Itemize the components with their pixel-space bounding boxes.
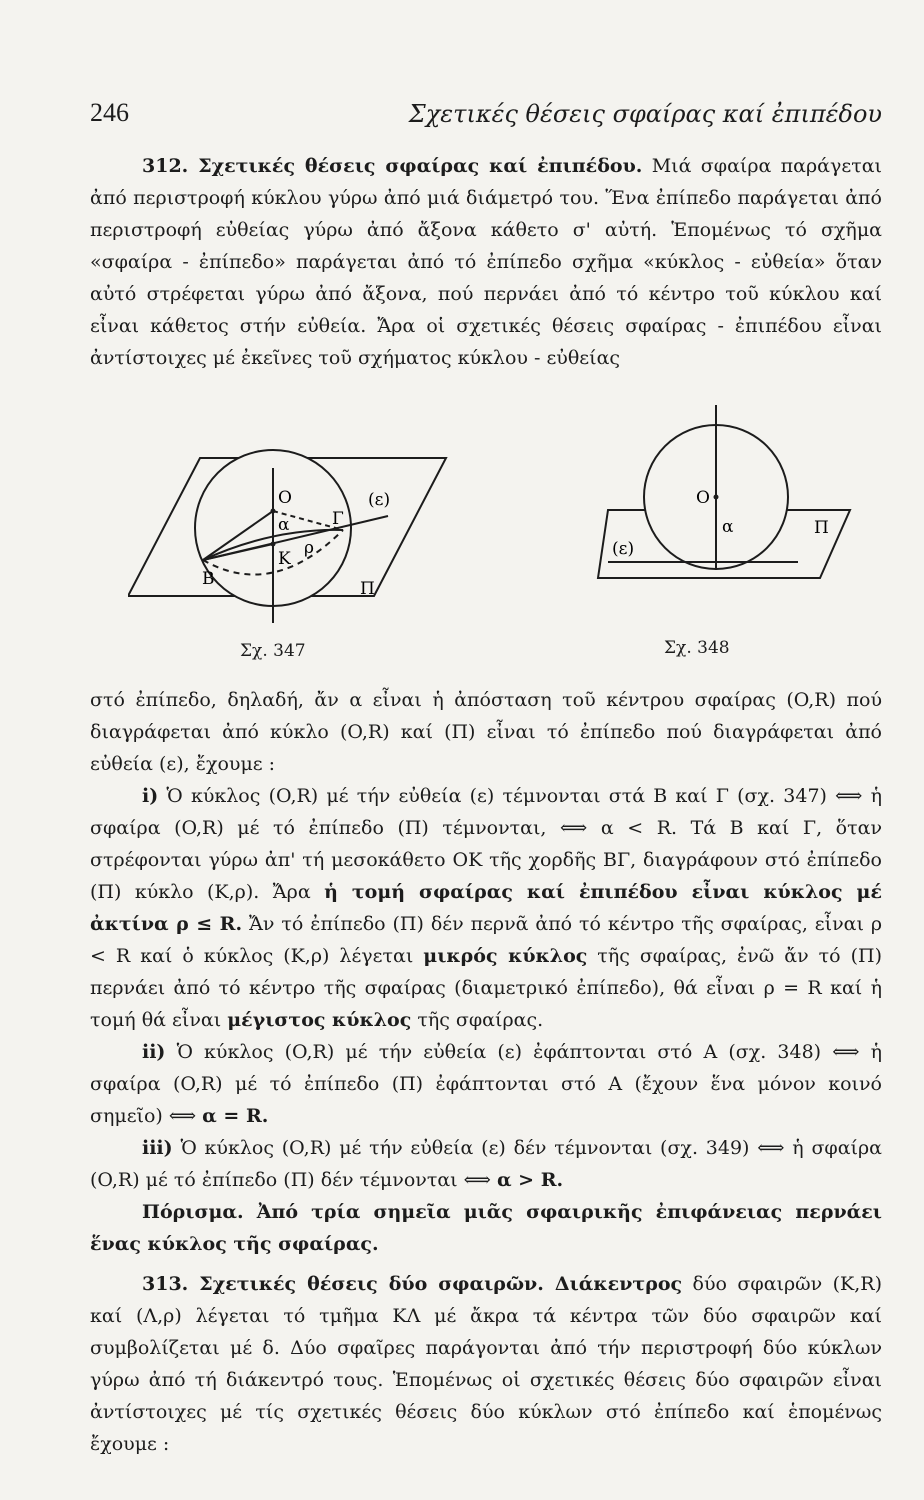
label-a: α: [278, 515, 290, 535]
section-313-paragraph: [90, 1268, 882, 1460]
section-313: [90, 1268, 882, 1460]
case-iii-text: Ὁ κύκλος (O,R) μέ τήν εὐθεία (ε) δέν τέμνονται (σχ. 349) ⟺ ἡ σφαίρα (O,R) μέ τό ἐπίπεδο (Π) δέν τέμνονται ⟺: [90, 1137, 882, 1191]
label-eps: (ε): [368, 490, 391, 510]
section-312-paragraph: [90, 150, 882, 374]
label-a: α: [722, 517, 734, 537]
page-header: [90, 98, 882, 138]
figure-347: [128, 448, 458, 628]
case-i-text-e: τῆς σφαίρας.: [411, 1009, 544, 1031]
section-313-text: δύο σφαιρῶν (K,R) καί (Λ,ρ) λέγεται τό τμῆμα KΛ μέ ἄκρα τά κέντρα τῶν δύο σφαιρῶν καί συμβολίζεται μέ δ. Δύο σφαῖρες παράγονται ἀπό τήν περιστροφή δύο κύκλων γύρω ἀπό τή διάκεντρό τους. Ἑπομένως οἱ σχετικές θέσεις δύο σφαιρῶν εἶναι ἀντίστοιχες μέ τίς σχετικές θέσεις δύο κύκλων στό ἐπίπεδο καί ἑπομένως ἔχουμε :: [90, 1273, 883, 1455]
label-eps: (ε): [612, 539, 635, 559]
figure-348: [588, 400, 858, 600]
case-i-text-a: Ὁ κύκλος (O,R) μέ τήν εὐθεία (ε) τέμνονται στά B καί Γ (σχ. 347) ⟺ ἡ σφαίρα (O,R) μέ τό ἐπίπεδο (Π) τέμνονται, ⟺ α < R. Τά B καί Γ, ὅταν στρέφονται γύρω ἀπ' τή μεσοκάθετο OK τῆς χορδῆς BΓ, διαγράφουν στό ἐπίπεδο (Π) κύκλο (K,ρ). Ἄρα: [90, 785, 882, 903]
section-313-term: Διάκεντρος: [543, 1273, 683, 1295]
center-O-dot: [271, 509, 276, 514]
continuation-paragraph: στό ἐπίπεδο, δηλαδή, ἄν α εἶναι ἡ ἀπόσταση τοῦ κέντρου σφαίρας (O,R) πού διαγράφεται ἀπό κύκλο (O,R) καί (Π) εἶναι τό ἐπίπεδο πού διαγράφεται ἀπό εὐθεία (ε), ἔχουμε :: [90, 689, 882, 775]
case-i-bold-3: μέγιστος κύκλος: [227, 1009, 412, 1031]
section-312-text: Μιά σφαίρα παράγεται ἀπό περιστροφή κύκλου γύρω ἀπό μιά διάμετρό του. Ἕνα ἐπίπεδο παράγεται ἀπό περιστροφή εὐθείας γύρω ἀπό ἄξονα κάθετο σ' αὐτή. Ἑπομένως τό σχῆμα «σφαίρα - ἐπίπεδο» παράγεται ἀπό τό ἐπίπεδο σχῆμα «κύκλος - εὐθεία» ὅταν αὐτό στρέφεται γύρω ἀπό ἄξονα, πού περνάει ἀπό τό κέντρο τοῦ κύκλου καί εἶναι κάθετος στήν εὐθεία. Ἄρα οἱ σχετικές θέσεις σφαίρας - ἐπιπέδου εἶναι ἀντίστοιχες μέ ἐκεῖνες τοῦ σχήματος κύκλου - εὐθείας: [90, 155, 882, 369]
label-K: K: [278, 549, 291, 569]
label-B: B: [202, 569, 215, 589]
porisma-paragraph: Πόρισμα. Ἀπό τρία σημεῖα μιᾶς σφαιρικῆς ἐπιφάνειας περνάει ἕνας κύκλος τῆς σφαίρας.: [90, 1201, 882, 1255]
case-i-paragraph: [90, 780, 882, 1036]
center-K-dot: [271, 542, 276, 547]
case-ii-text: Ὁ κύκλος (O,R) μέ τήν εὐθεία (ε) ἐφάπτονται στό A (σχ. 348) ⟺ ἡ σφαίρα (O,R) μέ τό ἐπίπεδο (Π) ἐφάπτονται στό A (ἔχουν ἕνα μόνον κοινό σημεῖο) ⟺: [90, 1041, 882, 1127]
case-ii-paragraph: [90, 1036, 882, 1132]
figure-347-caption: Σχ. 347: [240, 641, 306, 661]
label-P: Π: [814, 518, 829, 538]
figure-348-caption: Σχ. 348: [664, 638, 730, 658]
case-ii-label: ii): [142, 1041, 166, 1063]
label-rho: ρ: [304, 538, 314, 558]
section-312-intro: [90, 150, 882, 374]
case-ii-bold: α = R.: [202, 1105, 269, 1127]
label-O: O: [278, 488, 292, 508]
label-P: Π: [360, 579, 375, 599]
case-iii-bold: α > R.: [496, 1169, 564, 1191]
case-i-text-c: Ἄν τό ἐπίπεδο (Π) δέν περνᾶ ἀπό τό κέντρο τῆς σφαίρας, εἶναι ρ < R καί ὁ κύκλος (K,ρ) λέγεται: [90, 913, 882, 967]
case-i-bold-1: ἡ τομή σφαίρας καί ἐπιπέδου εἶναι κύκλος μέ ἀκτίνα ρ ≤ R.: [90, 881, 882, 935]
case-i-label: i): [142, 785, 159, 807]
section-313-heading: 313. Σχετικές θέσεις δύο σφαιρῶν.: [142, 1273, 544, 1295]
label-G: Γ: [332, 509, 344, 529]
center-O-dot: [714, 495, 719, 500]
label-O: O: [696, 488, 710, 508]
running-title: Σχετικές θέσεις σφαίρας καί ἐπιπέδου: [408, 100, 882, 128]
case-i-text-d: τῆς σφαίρας, ἐνῶ ἄν τό (Π) περνάει ἀπό τό κέντρο τῆς σφαίρας (διαμετρικό ἐπίπεδο), θά εἶναι ρ = R καί ἡ τομή θά εἶναι: [90, 945, 882, 1031]
case-iii-paragraph: [90, 1132, 882, 1196]
figure-348-drawing: [588, 400, 858, 600]
case-i-bold-2: μικρός κύκλος: [423, 945, 588, 967]
case-iii-label: iii): [142, 1137, 173, 1159]
figure-347-drawing: [128, 448, 458, 628]
body-text: [90, 684, 882, 1260]
page-number: 246: [90, 98, 129, 127]
section-312-heading: 312. Σχετικές θέσεις σφαίρας καί ἐπιπέδου.: [142, 155, 643, 177]
